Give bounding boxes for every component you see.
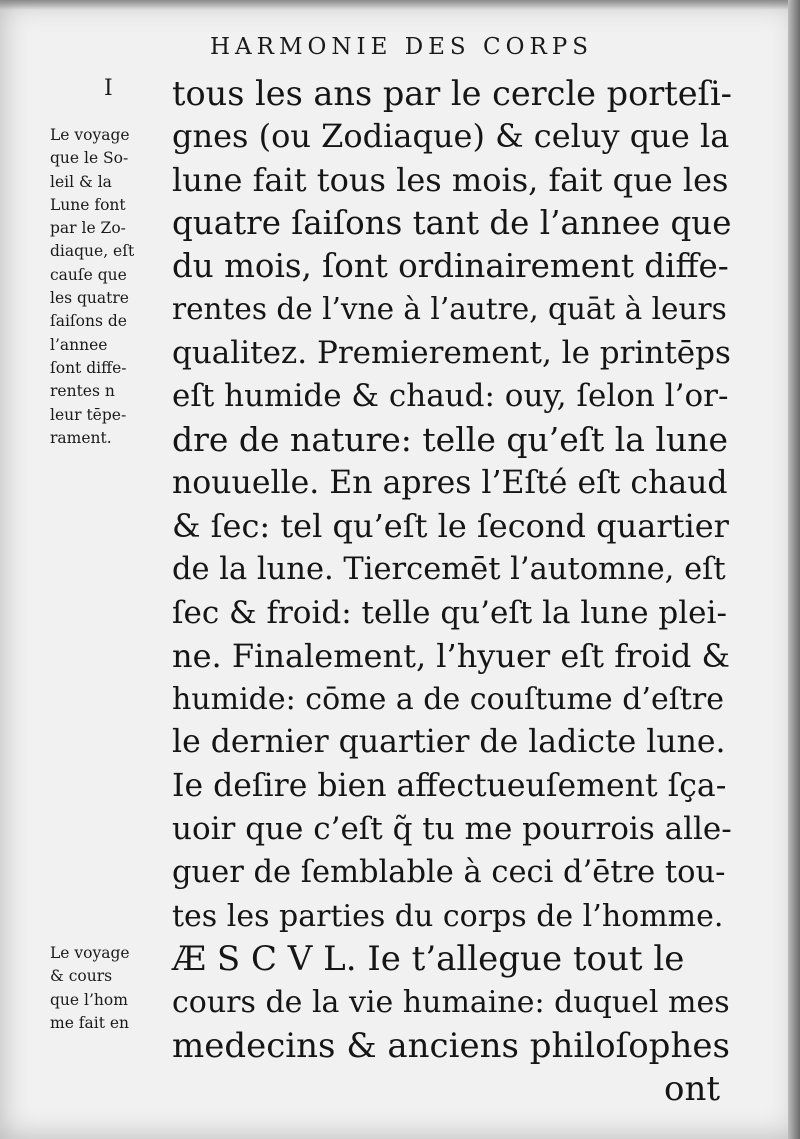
main-text-block [172,72,732,1111]
text-line: medecins & anciens philoſophes [172,1025,730,1066]
text-line: nouuelle. En apres l’Eſté eſt chaud [172,464,728,501]
margin-note-line: & cours [50,967,113,986]
text-line: tes les parties du corps de l’homme. [172,898,724,934]
margin-note-1 [50,124,172,450]
margin-note-line: leil & la [50,172,112,191]
text-line: ſec & froid: telle qu’eſt la lune plei- [172,594,727,631]
text-line: ne. Finalement, l’hyuer eſt froid & [172,636,730,675]
margin-note-2 [50,942,172,1035]
margin-note-line: par le Zo- [50,219,126,238]
running-header: HARMONIE DES CORPS [210,34,594,60]
text-line: quatre ſaiſons tant de l’annee que [172,203,732,242]
margin-note-line: diaque, eſt [50,242,135,261]
text-line: eſt humide & chaud: ouy, ſelon l’or- [172,378,729,415]
margin-note-line: que le So- [50,149,129,168]
text-line: tous les ans par le cercle porteſi- [172,74,732,113]
page-gutter-shadow [788,0,800,1139]
margin-note-line: l’annee [50,335,108,354]
text-line: cours de la vie humaine: duquel mes [172,985,730,1021]
text-line: gnes (ou Zodiaque) & celuy que la [172,117,730,156]
text-line: lune fait tous les mois, fait que les [172,160,729,199]
text-line: de la lune. Tiercemēt l’automne, eſt [172,552,726,588]
margin-note-line: cauſe que [50,265,127,284]
margin-note-line: ſont diffe- [50,358,127,377]
catchword: ont [663,1068,720,1109]
page-top-shadow [0,0,800,10]
text-line: qualitez. Premierement, le printēps [172,334,731,371]
margin-note-line: Le voyage [50,944,130,962]
margin-note-line: Lune font [50,195,126,214]
text-line: le dernier quartier de ladicte lune. [172,724,726,761]
text-line: & ſec: tel qu’eſt le ſecond quartier [172,506,729,545]
text-line: Ie deſire bien affectueuſement ſça- [172,767,727,804]
margin-note-line: rentes n [50,382,115,401]
text-line: uoir que c’eſt q̃ tu me pourrois alle- [172,811,732,848]
text-line: rentes de l’vne à l’autre, quāt à leurs [172,292,727,327]
text-line: dre de nature: telle qu’eſt la lune [172,420,729,460]
margin-note-line: que l’hom [50,990,128,1009]
margin-note-line: leur tēpe- [50,405,127,424]
margin-note-line: rament. [50,428,112,447]
text-line: guer de ſemblable à ceci d’ētre tou- [172,855,726,891]
text-line: humide: cōme a de couſtume d’eſtre [172,682,724,718]
text-line: Æ S C V L. Ie t’allegue tout le [172,938,685,979]
text-line: du mois, ſont ordinairement diffe- [172,247,729,286]
margin-note-line: les quatre [50,289,129,308]
margin-note-line: ſaiſons de [50,312,127,331]
margin-note-line: me fait en [50,1013,130,1032]
section-number: I [104,76,113,101]
margin-note-line: Le voyage [50,126,130,144]
